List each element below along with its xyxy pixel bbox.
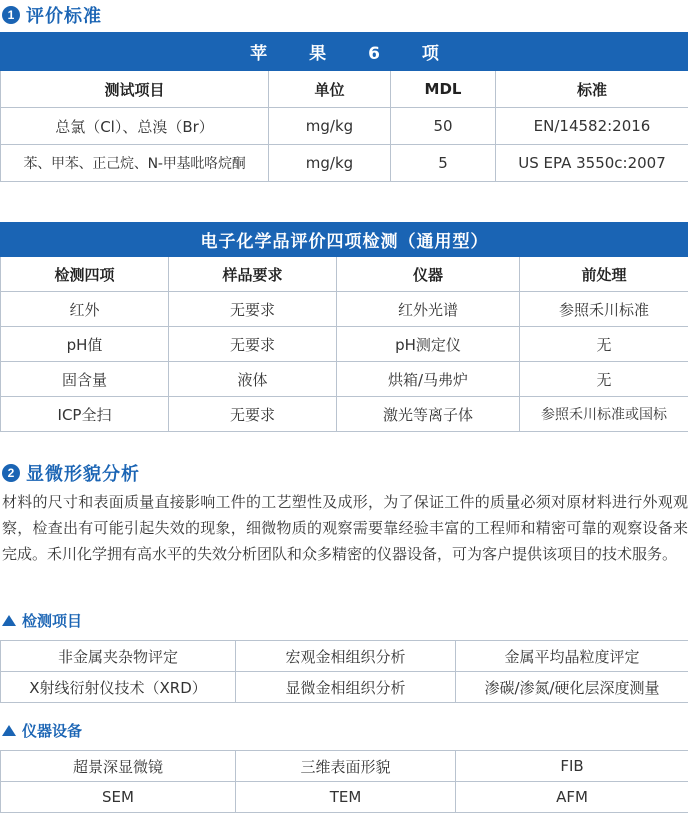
table-band-title: 电子化学品评价四项检测（通用型） (1, 223, 688, 257)
table-row (1, 672, 688, 703)
section-title: 显微形貌分析 (26, 464, 140, 485)
table-cell: SEM (1, 782, 236, 813)
table-cell: 无要求 (169, 397, 337, 432)
table-cell: 参照禾川标准 (520, 292, 688, 327)
section-heading-evaluation (2, 2, 102, 28)
subheading-detection-items (2, 610, 82, 631)
electronic-chemicals-table (0, 222, 688, 432)
description-paragraph: 材料的尺寸和表面质量直接影响工件的工艺塑性及成形，为了保证工件的质量必须对原材料进行外观观察，检查出有可能引起失效的现象，细微物质的观察需要靠经验丰富的工程师和精密可靠的观察设备来完成。禾川化学拥有高水平的失效分析团队和众多精密的仪器设备，可为客户提供该项目的技术服务。 (2, 493, 688, 563)
table-cell: 宏观金相组织分析 (236, 641, 456, 672)
table-row (1, 641, 688, 672)
table-header-row (1, 71, 688, 108)
table-cell: 三维表面形貌 (236, 751, 456, 782)
table-cell: ICP全扫 (1, 397, 169, 432)
table-header-row (1, 257, 688, 292)
table-cell: 无要求 (169, 292, 337, 327)
table-cell: US EPA 3550c:2007 (496, 145, 688, 182)
table-cell: 50 (391, 108, 496, 145)
section-number-badge: 1 (2, 6, 20, 24)
column-header: 单位 (269, 71, 391, 108)
section-title: 评价标准 (26, 6, 102, 27)
table-cell: TEM (236, 782, 456, 813)
table-cell: mg/kg (269, 145, 391, 182)
table-cell: 显微金相组织分析 (236, 672, 456, 703)
column-header: 仪器 (337, 257, 520, 292)
table-cell: EN/14582:2016 (496, 108, 688, 145)
table-row (1, 782, 688, 813)
table-cell: 参照禾川标准或国标 (520, 397, 688, 432)
table-cell: 激光等离子体 (337, 397, 520, 432)
table-row (1, 327, 688, 362)
table-cell: 总氯（Cl）、总溴（Br） (1, 108, 269, 145)
table-cell: 金属平均晶粒度评定 (456, 641, 688, 672)
subheading-title: 检测项目 (22, 612, 83, 630)
table-cell: 超景深显微镜 (1, 751, 236, 782)
table-cell: AFM (456, 782, 688, 813)
table-cell: 非金属夹杂物评定 (1, 641, 236, 672)
table-cell: FIB (456, 751, 688, 782)
triangle-bullet-icon (2, 615, 16, 626)
column-header: MDL (391, 71, 496, 108)
apple-standards-table (0, 32, 688, 182)
table-row (1, 362, 688, 397)
table-cell: 渗碳/渗氮/硬化层深度测量 (456, 672, 688, 703)
section-number-badge: 2 (2, 464, 20, 482)
table-cell: 液体 (169, 362, 337, 397)
table-cell: 烘箱/马弗炉 (337, 362, 520, 397)
section-heading-microscopy (2, 460, 140, 486)
table-row (1, 292, 688, 327)
table-row (1, 397, 688, 432)
triangle-bullet-icon (2, 725, 16, 736)
subheading-instruments (2, 720, 82, 741)
column-header: 样品要求 (169, 257, 337, 292)
instruments-table (0, 750, 688, 813)
table-cell: 无 (520, 362, 688, 397)
table-cell: 红外 (1, 292, 169, 327)
column-header: 检测四项 (1, 257, 169, 292)
column-header: 标准 (496, 71, 688, 108)
table-row (1, 751, 688, 782)
table-cell: 无 (520, 327, 688, 362)
table-row (1, 145, 688, 182)
table-cell: mg/kg (269, 108, 391, 145)
table-cell: X射线衍射仪技术（XRD） (1, 672, 236, 703)
table-cell: pH测定仪 (337, 327, 520, 362)
table-cell: 苯、甲苯、正己烷、N-甲基吡咯烷酮 (1, 145, 269, 182)
table-cell: pH值 (1, 327, 169, 362)
column-header: 前处理 (520, 257, 688, 292)
table-cell: 5 (391, 145, 496, 182)
table-cell: 无要求 (169, 327, 337, 362)
table-cell: 固含量 (1, 362, 169, 397)
subheading-title: 仪器设备 (22, 722, 83, 740)
table-cell: 红外光谱 (337, 292, 520, 327)
table-band-title: 苹果6项 (1, 33, 688, 71)
table-row (1, 108, 688, 145)
detection-items-table (0, 640, 688, 703)
column-header: 测试项目 (1, 71, 269, 108)
